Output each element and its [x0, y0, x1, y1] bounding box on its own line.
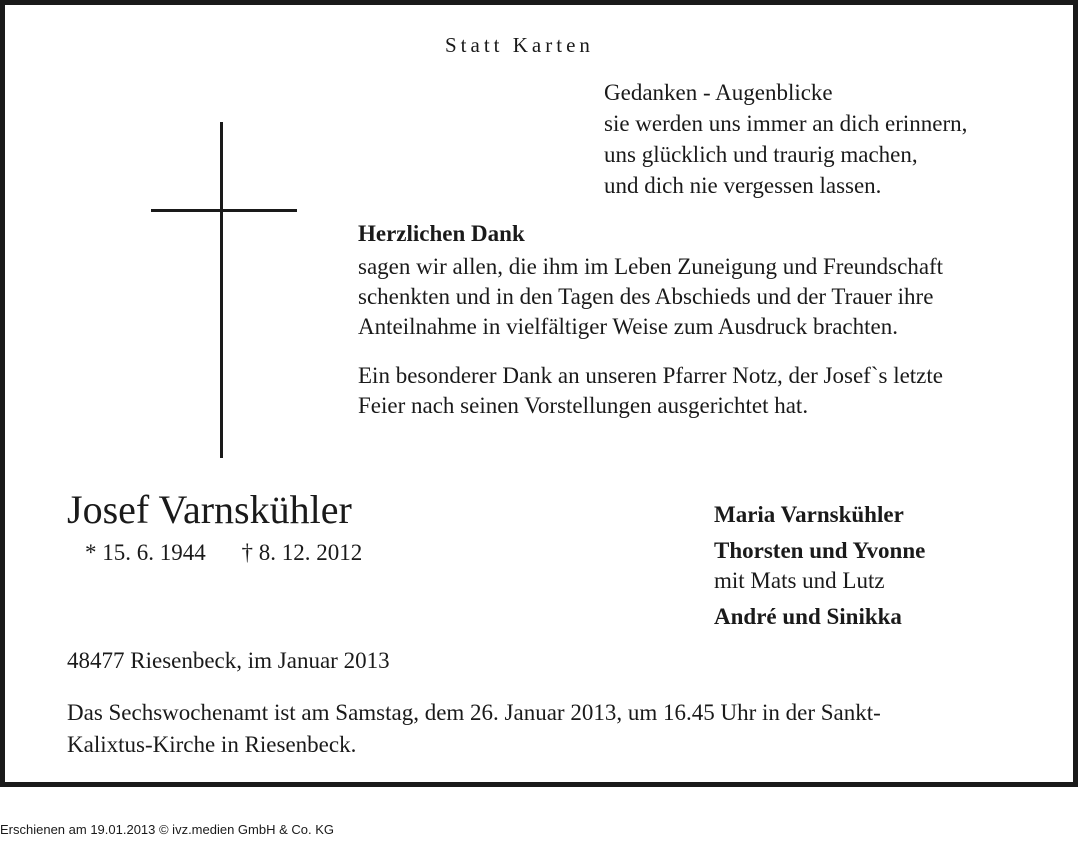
poem-line: uns glücklich und traurig machen,	[604, 142, 918, 167]
paragraph-line: Ein besonderer Dank an unseren Pfarrer Notz, der Josef`s letzte	[358, 363, 943, 388]
thanks-heading: Herzlichen Dank	[358, 221, 525, 246]
family-line: Maria Varnskühler	[714, 502, 904, 527]
family-line: Thorsten und Yvonne	[714, 538, 926, 563]
paragraph-line: Feier nach seinen Vorstellungen ausgerichtet hat.	[358, 393, 809, 418]
statt-karten-heading: Statt Karten	[445, 33, 594, 57]
cross-vertical-bar	[220, 122, 223, 458]
life-dates	[85, 540, 362, 566]
service-note	[67, 697, 881, 761]
poem-line: und dich nie vergessen lassen.	[604, 173, 882, 198]
thanks-paragraph-2	[358, 361, 943, 421]
birth-date: * 15. 6. 1944	[85, 540, 206, 565]
family-line: mit Mats und Lutz	[714, 568, 885, 593]
deceased-name: Josef Varnskühler	[67, 487, 352, 532]
place-date: 48477 Riesenbeck, im Januar 2013	[67, 648, 390, 673]
cross-horizontal-bar	[151, 209, 297, 212]
paragraph-line: sagen wir allen, die ihm im Leben Zuneigung und Freundschaft	[358, 254, 944, 279]
death-date: † 8. 12. 2012	[241, 540, 363, 565]
note-line: Kalixtus-Kirche in Riesenbeck.	[67, 732, 357, 757]
publication-footer: Erschienen am 19.01.2013 © ivz.medien GmbH & Co. KG	[0, 822, 335, 837]
poem-line: Gedanken - Augenblicke	[604, 80, 833, 105]
note-line: Das Sechswochenamt ist am Samstag, dem 26. Januar 2013, um 16.45 Uhr in der Sankt-	[67, 700, 881, 725]
family-line: André und Sinikka	[714, 604, 902, 629]
poem-line: sie werden uns immer an dich erinnern,	[604, 111, 968, 136]
poem	[604, 77, 967, 201]
paragraph-line: Anteilnahme in vielfältiger Weise zum Ausdruck brachten.	[358, 314, 898, 339]
paragraph-line: schenkten und in den Tagen des Abschieds und der Trauer ihre	[358, 284, 934, 309]
thanks-paragraph-1	[358, 252, 943, 342]
